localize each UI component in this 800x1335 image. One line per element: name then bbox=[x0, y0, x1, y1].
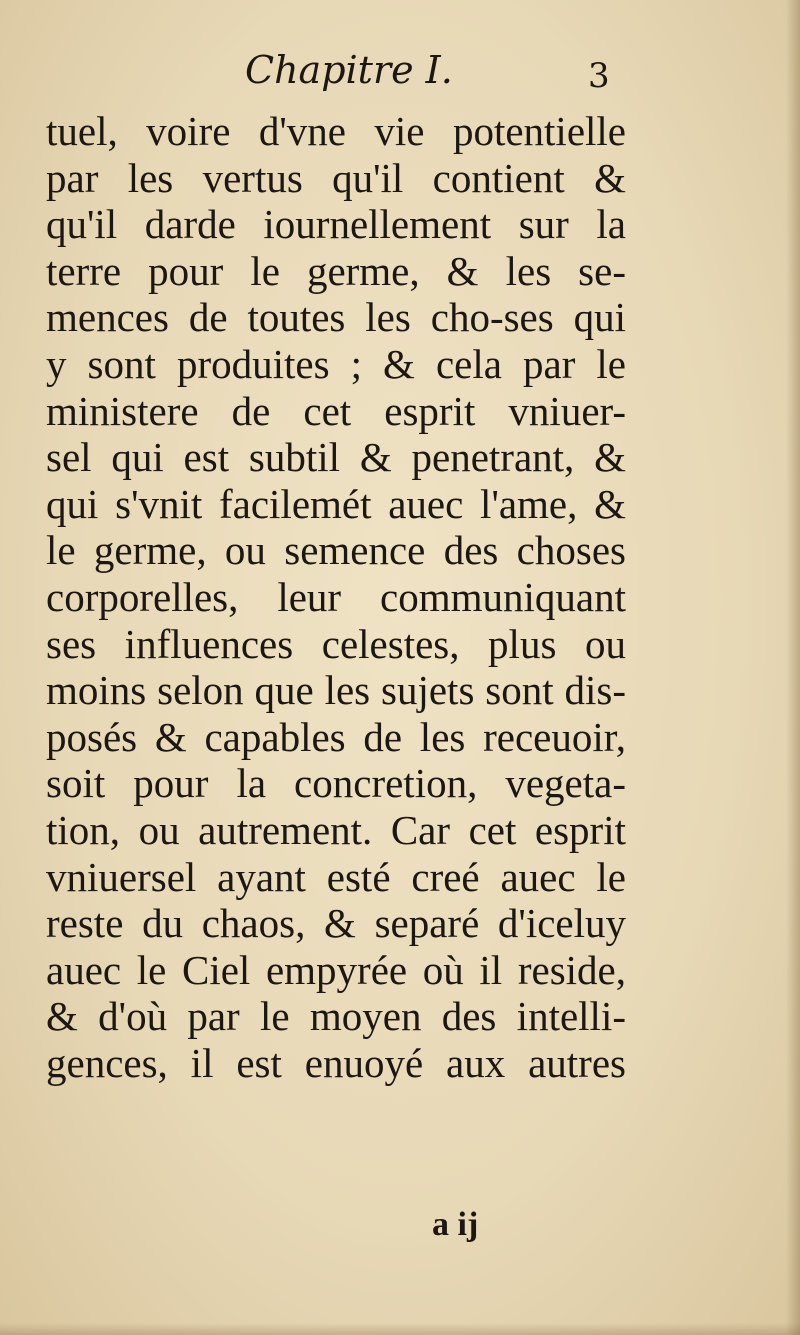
text-line: posés & capables de les receuoir, bbox=[46, 713, 626, 760]
text-line: par les vertus qu'il contient & bbox=[46, 154, 626, 201]
text-line: reste du chaos, & separé d'iceluy bbox=[46, 900, 626, 947]
running-head: Chapitre I. bbox=[245, 48, 453, 92]
text-line: vniuersel ayant esté creé auec le bbox=[46, 853, 626, 900]
body-text bbox=[46, 108, 626, 1086]
page-number: 3 bbox=[588, 56, 610, 96]
text-line: mences de toutes les cho-ses qui bbox=[46, 294, 626, 341]
signature-mark: a ij bbox=[432, 1206, 479, 1243]
page-bottom-shadow bbox=[0, 1323, 800, 1335]
text-line: ministere de cet esprit vniuer- bbox=[46, 387, 626, 434]
text-line: le germe, ou semence des choses bbox=[46, 527, 626, 574]
text-line: auec le Ciel empyrée où il reside, bbox=[46, 946, 626, 993]
text-line: soit pour la concretion, vegeta- bbox=[46, 760, 626, 807]
text-line: tion, ou autrement. Car cet esprit bbox=[46, 806, 626, 853]
text-line: ses influences celestes, plus ou bbox=[46, 620, 626, 667]
text-line: tuel, voire d'vne vie potentielle bbox=[46, 108, 626, 154]
page-edge-shadow bbox=[786, 0, 800, 1335]
text-line: y sont produites ; & cela par le bbox=[46, 340, 626, 387]
text-line: & d'où par le moyen des intelli- bbox=[46, 993, 626, 1040]
text-line: corporelles, leur communiquant bbox=[46, 573, 626, 620]
text-line: moins selon que les sujets sont dis- bbox=[46, 667, 626, 714]
text-line: qu'il darde iournellement sur la bbox=[46, 201, 626, 248]
text-line: gences, il est enuoyé aux autres bbox=[46, 1039, 626, 1086]
text-line: sel qui est subtil & penetrant, & bbox=[46, 434, 626, 481]
text-line: qui s'vnit facilemét auec l'ame, & bbox=[46, 480, 626, 527]
text-line: terre pour le germe, & les se- bbox=[46, 247, 626, 294]
